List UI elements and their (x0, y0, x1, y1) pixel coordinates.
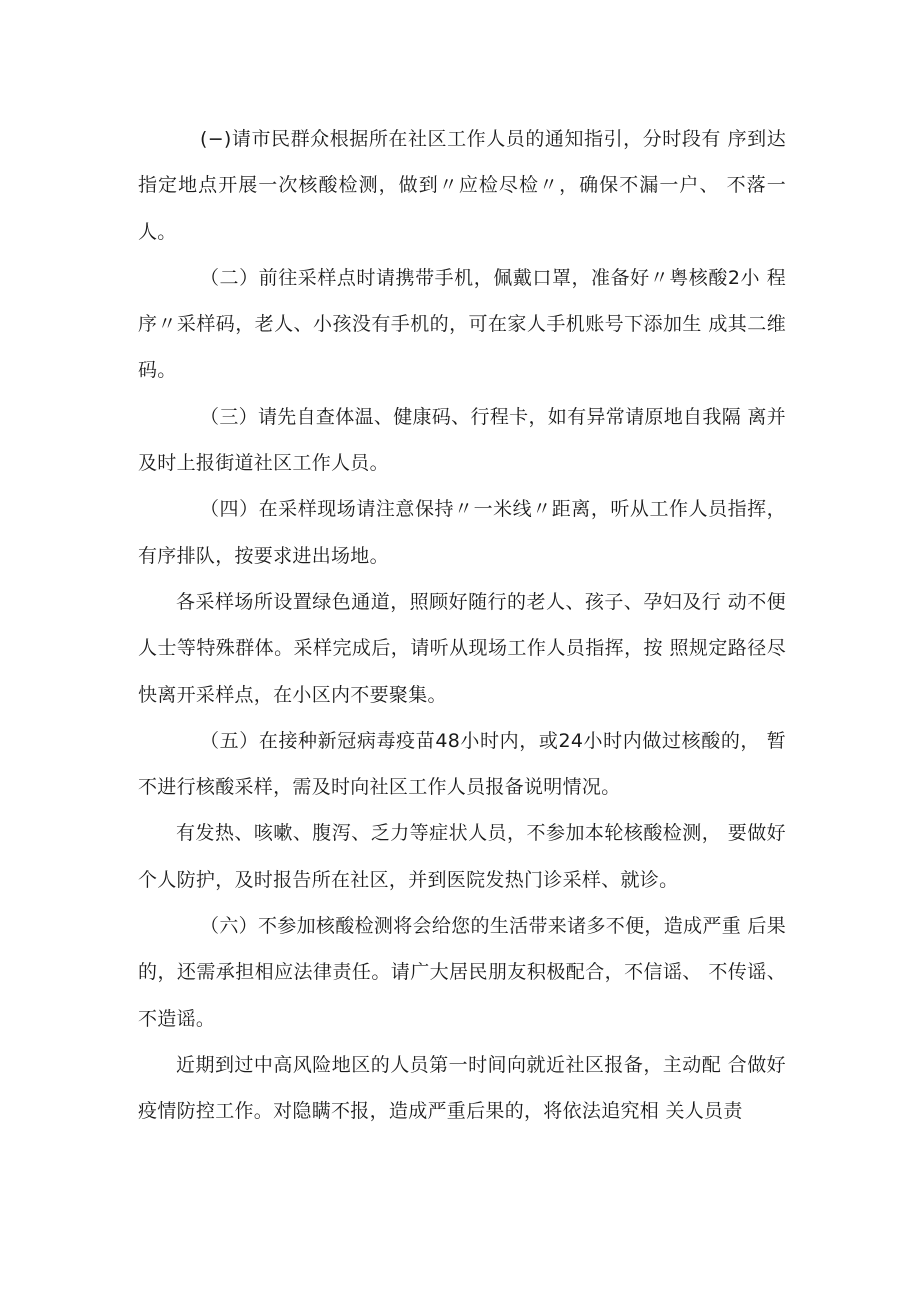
paragraph-high-risk-report: 近期到过中高风险地区的人员第一时间向就近社区报备，主动配 合做好疫情防控工作。对隐瞒不报，造成严重后果的，将依法追究相 关人员责 (138, 1053, 786, 1123)
document-body (138, 116, 786, 1135)
paragraph-section-5: （五）在接种新冠病毒疫苗48小时内，或24小时内做过核酸的， 暂不进行核酸采样，需及时向社区工作人员报备说明情况。 (138, 729, 786, 799)
paragraph-symptoms: 有发热、咳嗽、腹泻、乏力等症状人员，不参加本轮核酸检测， 要做好个人防护，及时报告所在社区，并到医院发热门诊采样、就诊。 (138, 822, 786, 891)
paragraph-section-4: （四）在采样现场请注意保持〃一米线〃距离，听从工作人员指挥，有序排队，按要求进出场地。 (138, 498, 786, 567)
paragraph-section-3: （三）请先自查体温、健康码、行程卡，如有异常请原地自我隔 离并及时上报街道社区工作人员。 (138, 405, 786, 475)
paragraph-section-1: (−)请市民群众根据所在社区工作人员的通知指引，分时段有 序到达指定地点开展一次核酸检测，做到〃应检尽检〃，确保不漏一户、 不落一人。 (138, 128, 786, 243)
paragraph-section-2: （二）前往采样点时请携带手机，佩戴口罩，准备好〃粤核酸2小 程序〃采样码，老人、小孩没有手机的，可在家人手机账号下添加生 成其二维码。 (138, 266, 786, 382)
paragraph-green-channel: 各采样场所设置绿色通道，照顾好随行的老人、孩子、孕妇及行 动不便人士等特殊群体。采样完成后，请听从现场工作人员指挥，按 照规定路径尽快离开采样点，在小区内不要聚集。 (138, 590, 786, 706)
paragraph-section-6: （六）不参加核酸检测将会给您的生活带来诸多不便，造成严重 后果的，还需承担相应法律责任。请广大居民朋友积极配合，不信谣、 不传谣、不造谣。 (138, 915, 786, 1030)
